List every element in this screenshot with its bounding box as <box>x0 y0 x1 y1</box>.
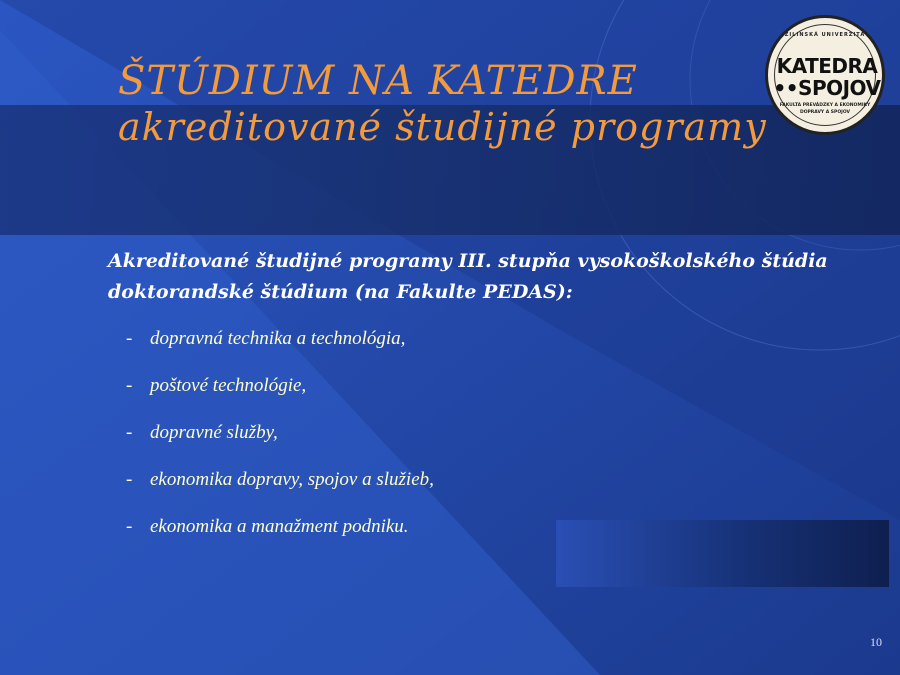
bullet-dash: - <box>126 516 133 537</box>
logo-bottom-line-2: DOPRAVY A SPOJOV <box>799 110 851 115</box>
list-item <box>126 322 434 369</box>
list-item-text: ekonomika dopravy, spojov a služieb, <box>150 469 434 490</box>
title-line-1: ŠTÚDIUM NA KATEDRE <box>118 58 638 104</box>
list-item-text: ekonomika a manažment podniku. <box>150 516 409 537</box>
logo-top-text: ŽILINSKÁ UNIVERZITA <box>784 32 866 38</box>
katedra-spojov-logo <box>765 15 885 135</box>
list-item <box>126 510 434 557</box>
list-item-text: poštové technológie, <box>150 375 307 396</box>
intro-line-1: Akreditované študijné programy III. stupňa vysokoškolského štúdia <box>108 250 828 272</box>
list-item <box>126 369 434 416</box>
intro-line-2: doktorandské štúdium (na Fakulte PEDAS): <box>108 281 573 303</box>
decorative-box <box>556 520 889 587</box>
slide-title <box>118 58 767 150</box>
page-number: 10 <box>870 635 882 649</box>
program-list <box>126 322 434 557</box>
list-item-text: dopravné služby, <box>150 422 278 443</box>
list-item <box>126 463 434 510</box>
bullet-dash: - <box>126 469 133 490</box>
intro-text <box>108 246 868 308</box>
bullet-dash: - <box>126 422 133 443</box>
bullet-dash: - <box>126 375 133 396</box>
bullet-dash: - <box>126 328 133 349</box>
logo-word-2: ••SPOJOV <box>773 76 881 100</box>
logo-word-1: KATEDRA <box>776 54 878 78</box>
list-item-text: dopravná technika a technológia, <box>150 328 406 349</box>
logo-bottom-line-1: FAKULTA PREVÁDZKY A EKONOMIKY <box>779 103 871 108</box>
logo-bottom-text <box>768 102 882 116</box>
title-line-2: akreditované študijné programy <box>118 105 767 149</box>
list-item <box>126 416 434 463</box>
